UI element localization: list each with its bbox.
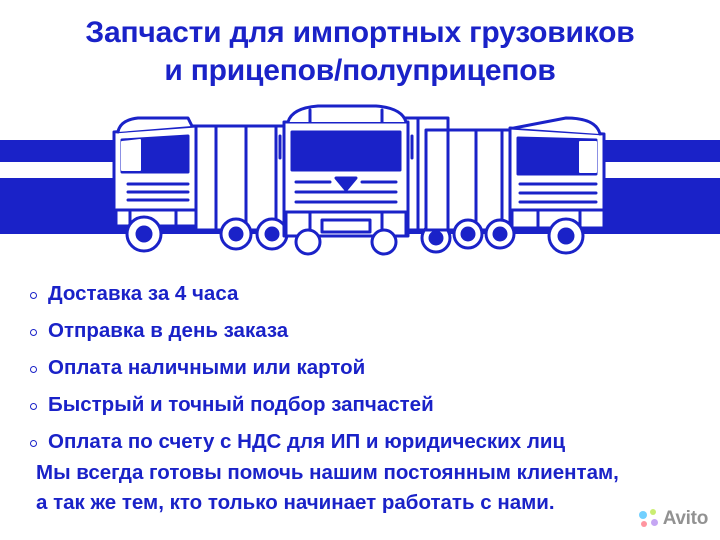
feature-list	[30, 278, 690, 463]
list-item-label: Быстрый и точный подбор запчастей	[48, 393, 434, 416]
headline-line-1: Запчасти для импортных грузовиков	[85, 16, 635, 49]
list-item	[30, 278, 690, 310]
closing-line-1: Мы всегда готовы помочь нашим постоянным клиентам,	[36, 461, 619, 484]
avito-logo-icon	[639, 509, 659, 529]
bullet-circle-icon	[30, 436, 48, 449]
list-item	[30, 352, 690, 384]
bullet-circle-icon	[30, 399, 48, 412]
list-item-label: Доставка за 4 часа	[48, 282, 239, 305]
list-item	[30, 426, 690, 458]
list-item-label: Оплата наличными или картой	[48, 356, 366, 379]
bullet-circle-icon	[30, 362, 48, 375]
list-item	[30, 389, 690, 421]
bullet-circle-icon	[30, 288, 48, 301]
list-item-label: Оплата по счету с НДС для ИП и юридических лиц	[48, 430, 566, 453]
trucks-illustration	[96, 96, 624, 272]
closing-line-2: а так же тем, кто только начинает работать с нами.	[36, 490, 555, 514]
bullet-circle-icon	[30, 325, 48, 338]
watermark-label: Avito	[662, 508, 708, 529]
closing-paragraph	[36, 458, 686, 517]
list-item	[30, 315, 690, 347]
avito-watermark	[639, 508, 708, 530]
page-title	[0, 14, 720, 89]
trucks-icon	[96, 96, 624, 272]
headline-line-2: и прицепов/полуприцепов	[164, 53, 556, 87]
list-item-label: Отправка в день заказа	[48, 319, 289, 342]
